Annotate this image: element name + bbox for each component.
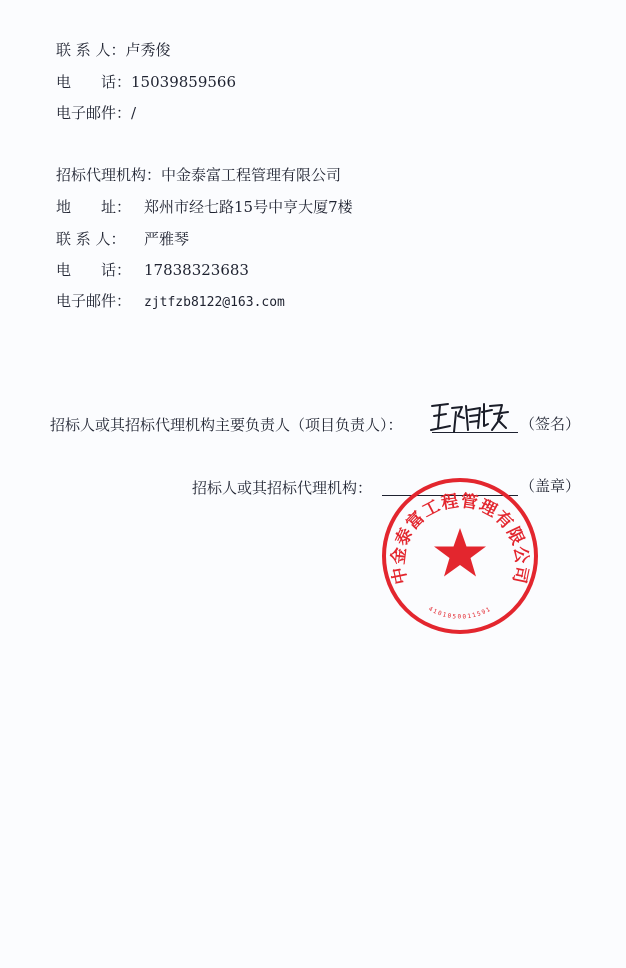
contact-phone-label: 电 话： [56, 73, 132, 91]
agency-person-label: 联 系 人： [56, 230, 126, 248]
contact-person-label: 联 系 人： [56, 41, 126, 59]
contact-email-label: 电子邮件： [56, 104, 132, 122]
agency-phone-value: 17838323683 [144, 261, 249, 279]
svg-text:中金泰富工程管理有限公司: 中金泰富工程管理有限公司 [388, 491, 532, 586]
agency-email-label: 电子邮件： [56, 292, 132, 310]
head-signature-label: 招标人或其招标代理机构主要负责人（项目负责人）： [50, 416, 403, 434]
agency-phone-label: 电 话： [56, 261, 132, 279]
agency-email-row [56, 292, 285, 312]
seal-star-icon [434, 528, 486, 577]
agency-org-value: 中金泰富工程管理有限公司 [161, 166, 342, 184]
contact-phone-value: 15039859566 [131, 73, 236, 91]
seal-note: （盖章） [520, 477, 581, 495]
agency-phone-row [56, 261, 249, 279]
company-seal [380, 476, 540, 636]
agency-org-label: 招标代理机构： [56, 166, 162, 184]
agency-org-row [56, 166, 341, 184]
handwritten-signature [428, 398, 528, 438]
contact-email-value: / [131, 104, 137, 122]
contact-phone-row [56, 73, 236, 91]
org-seal-label: 招标人或其招标代理机构： [192, 479, 373, 497]
contact-person-value: 卢秀俊 [125, 41, 171, 59]
contact-email-row [56, 104, 136, 122]
agency-person-row [56, 230, 189, 248]
agency-address-value: 郑州市经七路15号中亨大厦7楼 [144, 198, 353, 216]
agency-email-value: zjtfzb8122@163.com [144, 295, 285, 310]
agency-address-row [56, 198, 353, 216]
svg-text:4101050011591: 4101050011591 [427, 605, 493, 621]
agency-address-label: 地 址： [56, 198, 132, 216]
agency-person-value: 严雅琴 [144, 230, 190, 248]
sign-note: （签名） [520, 415, 581, 433]
contact-person-row [56, 41, 171, 59]
